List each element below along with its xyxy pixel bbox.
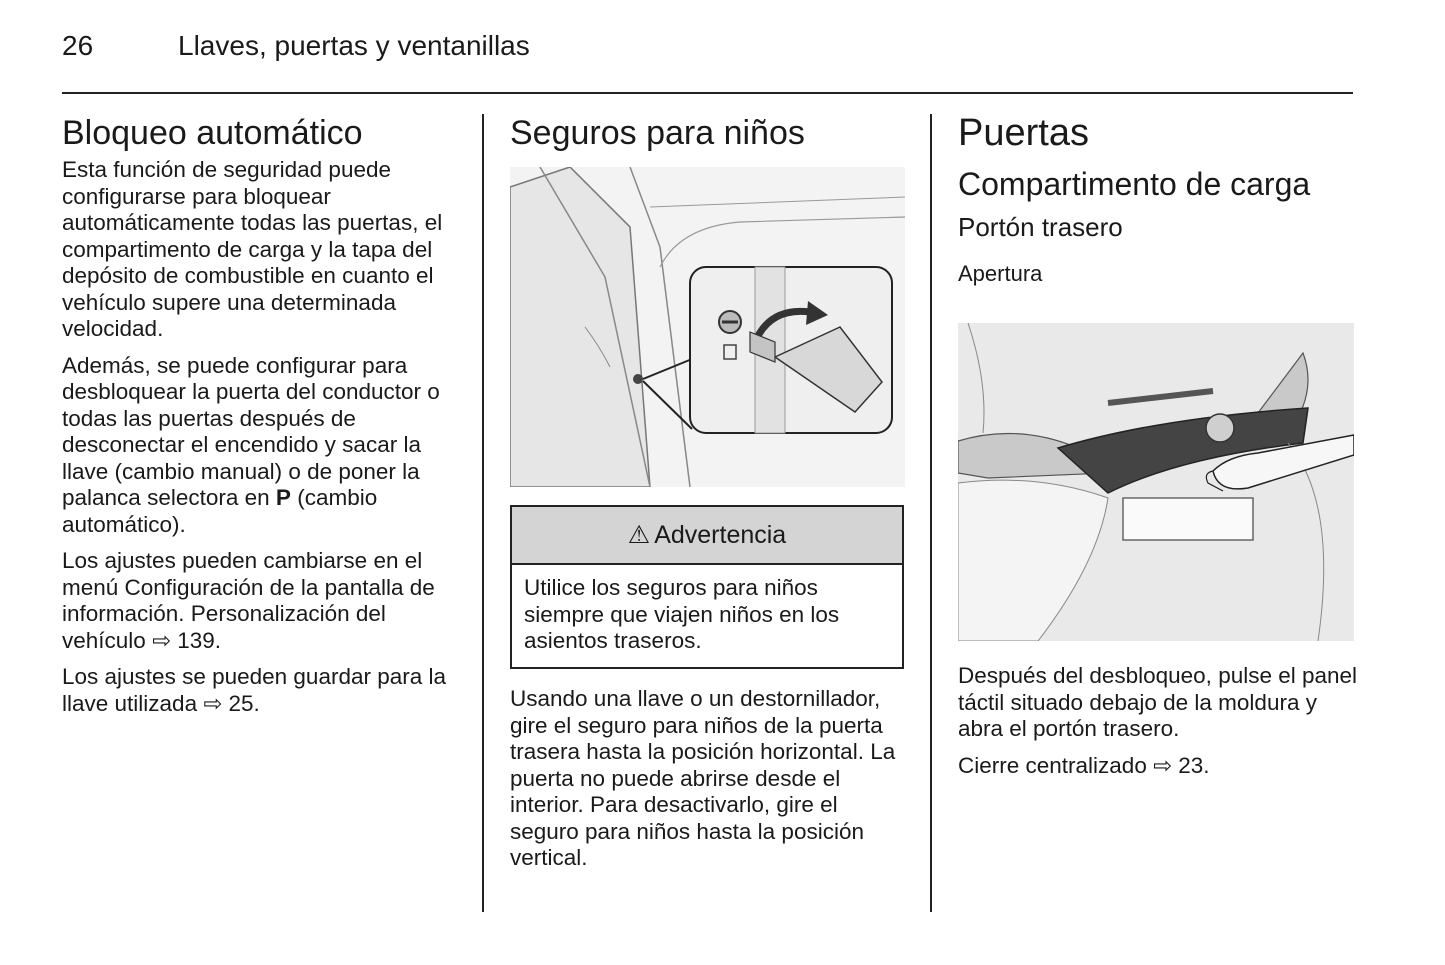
column-2-body xyxy=(510,686,908,882)
section-heading: Seguros para niños xyxy=(510,114,805,152)
xref-arrow-icon: ⇨ xyxy=(1153,752,1172,778)
column-divider-1 xyxy=(482,114,484,912)
subsection-heading: Portón trasero xyxy=(958,212,1123,243)
column-2 xyxy=(510,114,905,153)
paragraph: Los ajustes pueden cambiarse en el menú Configuración de la pantalla de información. Personalización del vehículo ⇨ 139. xyxy=(62,548,435,653)
gear-letter: P xyxy=(275,485,291,511)
paragraph: Además, se puede configurar para desbloquear la puerta del conductor o todas las puertas después de desconectar el encendido y sacar la llave (cambio manual) o de poner la palanca selectora en P (cambio automático). xyxy=(62,352,440,537)
header-rule xyxy=(62,92,1353,94)
xref-page[interactable]: 23. xyxy=(1178,752,1210,778)
xref-arrow-icon: ⇨ xyxy=(203,690,223,716)
page-number: 26 xyxy=(62,30,94,61)
section-heading: Compartimento de carga xyxy=(958,165,1311,202)
column-1 xyxy=(62,114,462,727)
child-lock-illustration xyxy=(510,167,905,487)
tailgate-figure xyxy=(958,323,1354,641)
minor-heading: Apertura xyxy=(958,261,1043,287)
running-title: Llaves, puertas y ventanillas xyxy=(178,30,530,61)
column-3-body xyxy=(958,663,1358,789)
paragraph: Esta función de seguridad puede configurarse para bloquear automáticamente todas las puertas, el compartimento de carga y la tapa del depósito de combustible en cuanto el vehículo supere una determinada velocidad. xyxy=(62,157,443,342)
chapter-heading: Puertas xyxy=(958,112,1089,154)
warning-text: Utilice los seguros para niños siempre que viajen niños en los asientos traseros. xyxy=(524,575,840,653)
warning-box xyxy=(510,505,904,669)
column-3 xyxy=(958,112,1354,287)
paragraph: Cierre centralizado ⇨ 23. xyxy=(958,752,1210,778)
xref-page[interactable]: 25. xyxy=(228,690,260,716)
paragraph: Usando una llave o un destornillador, gire el seguro para niños de la puerta trasera hasta la posición horizontal. La puerta no puede abrirse desde el interior. Para desactivarlo, gire el seguro para niños hasta la posición vertical. xyxy=(510,686,896,870)
column-divider-2 xyxy=(930,114,932,912)
xref-page[interactable]: 139. xyxy=(177,627,221,653)
warning-icon: ⚠ xyxy=(627,521,651,549)
warning-title: Advertencia xyxy=(654,520,787,549)
child-lock-figure xyxy=(510,167,905,487)
xref-arrow-icon: ⇨ xyxy=(152,627,171,653)
tailgate-illustration xyxy=(958,323,1354,641)
paragraph: Después del desbloqueo, pulse el panel táctil situado debajo de la moldura y abra el portón trasero. xyxy=(958,663,1358,741)
paragraph: Los ajustes se pueden guardar para la llave utilizada ⇨ 25. xyxy=(62,664,447,716)
section-heading: Bloqueo automático xyxy=(62,114,363,152)
warning-header xyxy=(512,507,902,565)
